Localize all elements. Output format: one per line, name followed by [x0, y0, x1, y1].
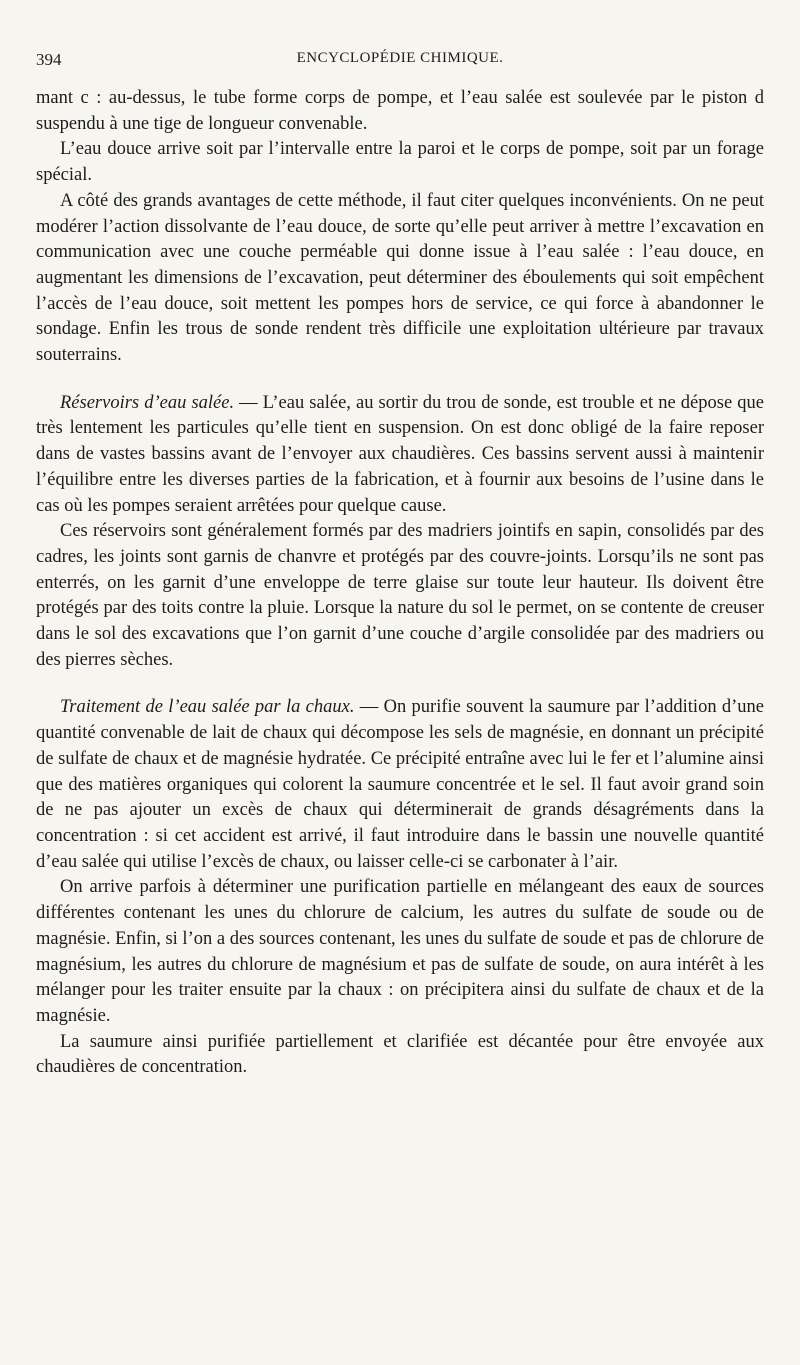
paragraph: La saumure ainsi purifiée partiellement et clarifiée est décantée pour être envoyée aux chaudières de concentration.: [36, 1031, 764, 1078]
section-heading: Réservoirs d’eau salée.: [60, 392, 235, 413]
page-number: 394: [36, 50, 62, 69]
paragraph: L’eau douce arrive soit par l’intervalle entre la paroi et le corps de pompe, soit par un forage spécial.: [36, 139, 764, 186]
paragraph: Ces réservoirs sont généralement formés par des madriers jointifs en sapin, consolidés par des cadres, les joints sont garnis de chanvre et protégés par des couvre-joints. Lorsqu’ils ne sont pas enterrés, on les garnit d’une enveloppe de terre glaise sur toute leur hauteur. Ils doivent être protégés par des toits contre la pluie. Lorsque la nature du sol le permet, on se contente de creuser dans le sol des excavations que l’on garnit d’une couche d’argile consolidée par des madriers ou des pierres sèches.: [36, 521, 764, 670]
section-paragraph: Réservoirs d’eau salée. — L’eau salée, au sortir du trou de sonde, est trouble et ne dépose que très lentement les particules qu’elle tient en suspension. On est donc obligé de la faire reposer dans de vastes bassins avant de l’envoyer aux chaudières. Ces bassins servent aussi à maintenir l’équilibre entre les diverses parties de la fabrication, et à fournir aux besoins de l’usine dans le cas où les pompes seraient arrêtées pour quelque cause.: [36, 392, 764, 516]
page-header: [36, 48, 764, 74]
section-paragraph: Traitement de l’eau salée par la chaux. — On purifie souvent la saumure par l’addition d’une quantité convenable de lait de chaux qui décompose les sels de magnésie, en donnant un précipité de sulfate de chaux et de magnésie hydratée. Ce précipité entraîne avec lui le fer et l’alumine ainsi que des matières organiques qui colorent la saumure concentrée et le sel. Il faut avoir grand soin de ne pas ajouter un excès de chaux qui déterminerait de grands désagréments dans la concentration : si cet accident est arrivé, il faut introduire dans le bassin une nouvelle quantité d’eau salée qui utilise l’excès de chaux, ou laisser celle-ci se carbonater à l’air.: [36, 697, 765, 872]
section-heading: Traitement de l’eau salée par la chaux.: [60, 697, 355, 718]
paragraph: mant c : au-dessus, le tube forme corps de pompe, et l’eau salée est soulevée par le piston d suspendu à une tige de longueur convenable.: [36, 88, 764, 134]
running-title: ENCYCLOPÉDIE CHIMIQUE.: [296, 50, 504, 66]
text-column: [36, 86, 764, 1081]
paragraph: A côté des grands avantages de cette méthode, il faut citer quelques inconvénients. On ne peut modérer l’action dissolvante de l’eau douce, de sorte qu’elle peut arriver à mettre l’excavation en communication avec une couche perméable qui donne issue à l’eau salée : l’eau douce, en augmentant les dimensions de l’excavation, peut déterminer des éboulements qui soit empêchent l’accès de l’eau douce, soit mettent les pompes hors de service, ce qui force à abandonner le sondage. Enfin les trous de sonde rendent très difficile une exploitation ultérieure par travaux souterrains.: [36, 190, 764, 366]
paragraph: On arrive parfois à déterminer une purification partielle en mélangeant des eaux de sources différentes contenant les unes du chlorure de calcium, les autres du sulfate de soude ou de magnésie. Enfin, si l’on a des sources contenant, les unes du sulfate de soude et pas de chlorure de magnésium, les autres du chlorure de magnésium et pas de sulfate de soude, on aura intérêt à les mélanger pour les traiter ensuite par la chaux : on précipitera ainsi du sulfate de chaux et de la magnésie.: [36, 877, 764, 1026]
